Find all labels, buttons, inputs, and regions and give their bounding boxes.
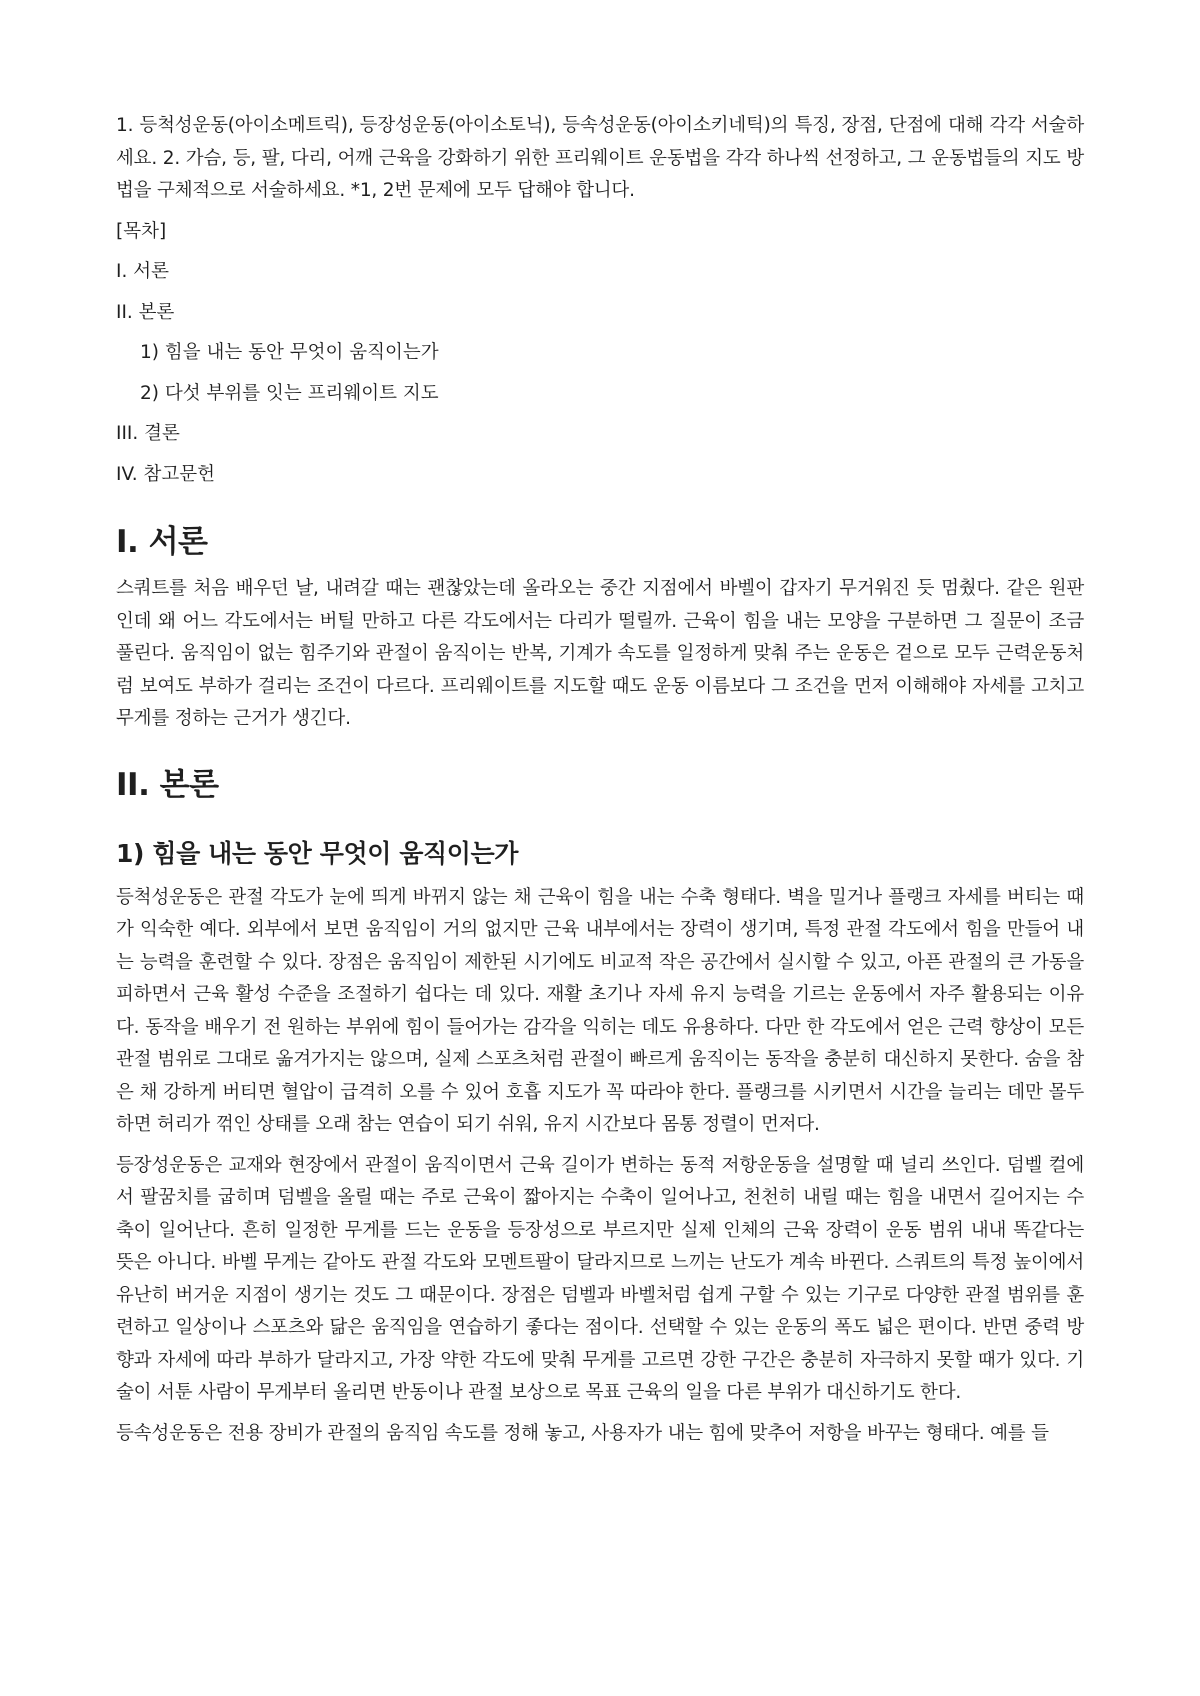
toc-title: [목차] [116,220,167,242]
toc-item-body-sub2: 2) 다섯 부위를 잇는 프리웨이트 지도 [140,382,439,404]
toc-item-introduction: I. 서론 [116,261,169,282]
toc-item-conclusion: III. 결론 [116,423,180,444]
toc-item-references: IV. 참고문헌 [116,463,215,485]
isotonic-paragraph: 등장성운동은 교재와 현장에서 관절이 움직이면서 근육 길이가 변하는 동적 저항운동을 설명할 때 널리 쓰인다. 덤벨 컬에서 팔꿈치를 굽히며 덤벨을 올릴 때는 주로 근육이 짧아지는 수축이 일어나고, 천천히 내릴 때는 힘을 내면서 길어지는 수축이 일어난다. 흔히 일정한 무게를 드는 운동을 등장성으로 부르지만 실제 인체의 근육 장력이 운동 범위 내내 똑같다는 뜻은 아니다. 바벨 무게는 같아도 관절 각도와 모멘트팔이 달라지므로 느끼는 난도가 계속 바뀐다. 스쿼트의 특정 높이에서 유난히 버거운 지점이 생기는 것도 그 때문이다. 장점은 덤벨과 바벨처럼 쉽게 구할 수 있는 기구로 다양한 관절 범위를 훈련하고 일상이나 스포츠와 닮은 움직임을 연습하기 좋다는 점이다. 선택할 수 있는 운동의 폭도 넓은 편이다. 반면 중력 방향과 자세에 따라 부하가 달라지고, 가장 약한 각도에 맞춰 무게를 고르면 강한 구간은 충분히 자극하지 못할 때가 있다. 기술이 서툰 사람이 무게부터 올리면 반동이나 관절 보상으로 목표 근육의 일을 다른 부위가 대신하기도 한다. [116,1154,1084,1403]
body-heading: II. 본론 [116,766,219,803]
isometric-paragraph: 등척성운동은 관절 각도가 눈에 띄게 바뀌지 않는 채 근육이 힘을 내는 수축 형태다. 벽을 밀거나 플랭크 자세를 버티는 때가 익숙한 예다. 외부에서 보면 움직임이 거의 없지만 근육 내부에서는 장력이 생기며, 특정 관절 각도에서 힘을 만들어 내는 능력을 훈련할 수 있다. 장점은 움직임이 제한된 시기에도 비교적 작은 공간에서 실시할 수 있고, 아픈 관절의 큰 가동을 피하면서 근육 활성 수준을 조절하기 쉽다는 데 있다. 재활 초기나 자세 유지 능력을 기르는 운동에서 자주 활용되는 이유다. 동작을 배우기 전 원하는 부위에 힘이 들어가는 감각을 익히는 데도 유용하다. 다만 한 각도에서 얻은 근력 향상이 모든 관절 범위로 그대로 옮겨가지는 않으며, 실제 스포츠처럼 관절이 빠르게 움직이는 동작을 충분히 대신하지 못한다. 숨을 참은 채 강하게 버티면 혈압이 급격히 오를 수 있어 호흡 지도가 꼭 따라야 한다. 플랭크를 시키면서 시간을 늘리는 데만 몰두하면 허리가 꺾인 상태를 오래 참는 연습이 되기 쉬워, 유지 시간보다 몸통 정렬이 먼저다. [116,886,1084,1135]
document-page [116,110,1084,1458]
toc-item-body: II. 본론 [116,301,175,323]
body-sub1-heading: 1) 힘을 내는 동안 무엇이 움직이는가 [116,838,519,868]
isokinetic-paragraph: 등속성운동은 전용 장비가 관절의 움직임 속도를 정해 놓고, 사용자가 내는 힘에 맞추어 저항을 바꾸는 형태다. 예를 들 [116,1422,1049,1444]
toc-item-body-sub1: 1) 힘을 내는 동안 무엇이 움직이는가 [140,342,439,363]
table-of-contents [116,216,1084,492]
intro-heading: I. 서론 [116,524,208,560]
intro-paragraph: 스쿼트를 처음 배우던 날, 내려갈 때는 괜찮았는데 올라오는 중간 지점에서 바벨이 갑자기 무거워진 듯 멈췄다. 같은 원판인데 왜 어느 각도에서는 버틸 만하고 다른 각도에서는 다리가 떨릴까. 근육이 힘을 내는 모양을 구분하면 그 질문이 조금 풀린다. 움직임이 없는 힘주기와 관절이 움직이는 반복, 기계가 속도를 일정하게 맞춰 주는 운동은 겉으로 모두 근력운동처럼 보여도 부하가 걸리는 조건이 다르다. 프리웨이트를 지도할 때도 운동 이름보다 그 조건을 먼저 이해해야 자세를 고치고 무게를 정하는 근거가 생긴다. [116,578,1084,729]
assignment-question: 1. 등척성운동(아이소메트릭), 등장성운동(아이소토닉), 등속성운동(아이소키네틱)의 특징, 장점, 단점에 대해 각각 서술하세요. 2. 가슴, 등, 팔, 다리, 어깨 근육을 강화하기 위한 프리웨이트 운동법을 각각 하나씩 선정하고, 그 운동법들의 지도 방법을 구체적으로 서술하세요. *1, 2번 문제에 모두 답해야 합니다. [116,115,1084,201]
